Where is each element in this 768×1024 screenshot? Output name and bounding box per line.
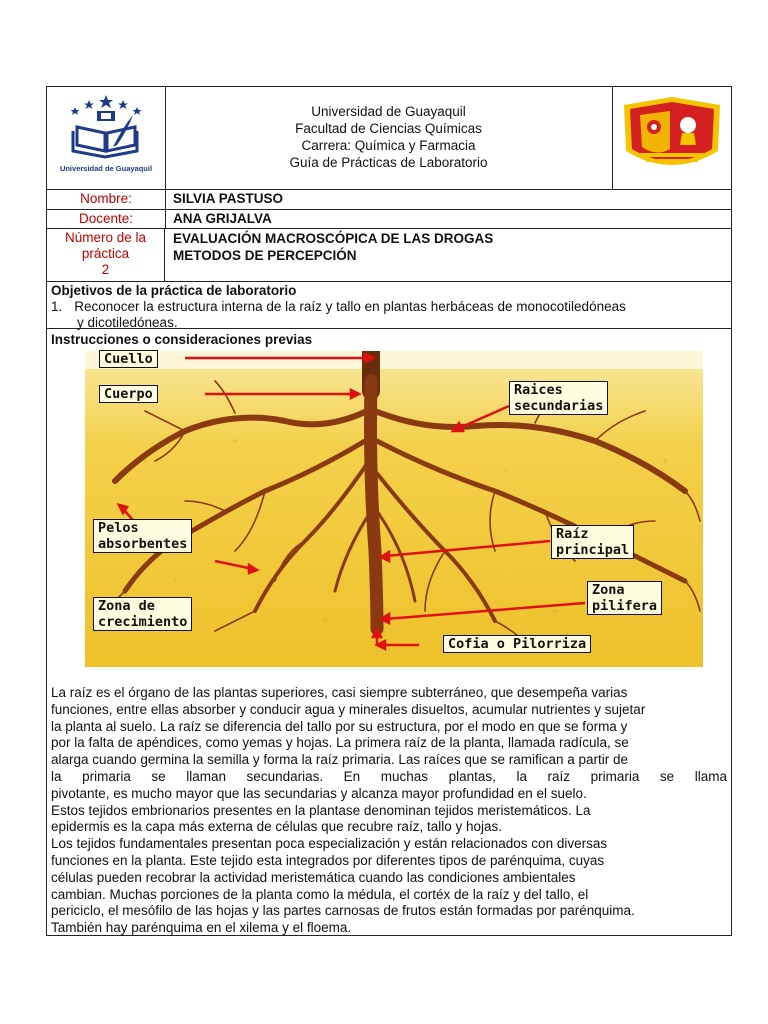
practice-number-label-line-1: Número de la	[64, 230, 147, 245]
university-book-quill-icon	[47, 87, 165, 189]
label-raices-line-1: Raices	[514, 382, 563, 398]
body-text	[51, 685, 727, 937]
objectives-title: Objetivos de la práctica de laboratorio	[51, 283, 297, 298]
paragraph-raiz-line: la primaria se llaman secundarias. En muchas plantas, la raíz primaria se llama	[51, 768, 727, 784]
docente-value: ANA GRIJALVA	[173, 211, 272, 226]
objective-number: 1.	[51, 299, 63, 314]
label-pelos-absorbentes	[93, 519, 192, 553]
label-cuello: Cuello	[99, 350, 158, 368]
guide-title: Guía de Prácticas de Laboratorio	[289, 155, 488, 170]
label-zona-pil-line-1: Zona	[592, 582, 625, 598]
document-header	[47, 87, 731, 190]
nombre-label: Nombre:	[47, 189, 166, 209]
university-logo-cell	[47, 87, 166, 189]
faculty-shield-icon	[612, 87, 731, 189]
paragraph-meristematicos-line: epidermis es la capa más externa de células que recubre raíz, tallo y hojas.	[51, 819, 502, 835]
paragraph-meristematicos	[51, 803, 727, 837]
paragraph-raiz-line: la planta al suelo. La raíz se diferencia del tallo por su estructura, por el modo en que se forma y	[51, 718, 628, 734]
university-logo-caption: Universidad de Guayaquil	[59, 164, 153, 173]
practice-title	[173, 230, 493, 264]
paragraph-tejidos-line: células pueden recobrar la actividad meristemática cuando las condiciones ambientales	[51, 869, 576, 885]
paragraph-tejidos-line: cambian. Muchas porciones de la planta como la médula, el cortéx de la raíz y del tallo, el	[51, 886, 589, 902]
practice-number-label	[47, 229, 165, 281]
label-zona-crec-line-1: Zona de	[98, 598, 155, 614]
paragraph-raiz-line: La raíz es el órgano de las plantas superiores, casi siempre subterráneo, que desempeña varias	[51, 685, 628, 700]
objective-item	[51, 299, 626, 331]
root-diagram	[85, 351, 703, 667]
paragraph-raiz-line: alarga cuando germina la semilla y forma la raíz primaria. Las raíces que se ramifican a partir de	[51, 752, 629, 768]
faculty-name: Facultad de Ciencias Químicas	[295, 121, 482, 136]
paragraph-raiz-line: pivotante, es mucho mayor que las secundarias y alcanza mayor profundidad en el suelo.	[51, 785, 587, 801]
university-name: Universidad de Guayaquil	[311, 104, 466, 119]
paragraph-tejidos-fundamentales	[51, 836, 727, 937]
instructions-title: Instrucciones o consideraciones previas	[51, 332, 313, 347]
header-title-cell	[165, 87, 613, 189]
label-zona-crec-line-2: crecimiento	[98, 614, 188, 630]
label-cuerpo: Cuerpo	[99, 385, 158, 403]
docente-label: Docente:	[47, 210, 166, 228]
paragraph-tejidos-line: También hay parénquima en el xilema y el floema.	[51, 920, 352, 936]
docente-row	[47, 210, 731, 229]
label-zona-crecimiento	[93, 597, 192, 631]
objectives-section	[47, 282, 731, 329]
practice-title-line-1: EVALUACIÓN MACROSCÓPICA DE LAS DROGAS	[173, 231, 494, 246]
nombre-value: SILVIA PASTUSO	[173, 191, 284, 206]
objective-text-line-1: Reconocer la estructura interna de la raíz y tallo en plantas herbáceas de monocotiledóneas	[74, 299, 626, 314]
label-pelos-line-1: Pelos	[98, 520, 139, 536]
label-raiz-line-1: Raíz	[556, 526, 589, 542]
paragraph-raiz	[51, 685, 727, 803]
label-raices-secundarias	[509, 381, 608, 415]
label-raiz-line-2: principal	[556, 542, 630, 558]
label-raiz-principal	[551, 525, 634, 559]
objective-text-line-2: y dicotiledóneas.	[77, 315, 178, 330]
label-zona-pil-line-2: pilifera	[592, 598, 658, 614]
paragraph-tejidos-line: funciones en la planta. Este tejido esta integrados por diferentes tipos de parénquima, cuyas	[51, 852, 605, 868]
practice-number-value: 2	[101, 262, 110, 277]
practice-title-line-2: METODOS DE PERCEPCIÓN	[173, 248, 357, 263]
paragraph-raiz-line: por la falta de apéndices, como yemas y hojas. La primera raíz de la planta, llamada radícula, se	[51, 735, 629, 751]
practice-number-row	[47, 229, 731, 282]
label-raices-line-2: secundarias	[514, 398, 604, 414]
nombre-row	[47, 189, 731, 210]
paragraph-raiz-line: funciones, entre ellas absorber y conducir agua y minerales disueltos, acumular nutrientes y sujetar	[51, 701, 646, 717]
paragraph-tejidos-line: Los tejidos fundamentales presentan poca especialización y están relacionados con diversas	[51, 836, 608, 852]
practice-number-label-line-2: práctica	[81, 246, 130, 261]
career-name: Carrera: Química y Farmacia	[301, 138, 476, 153]
lab-guide-document	[46, 86, 732, 936]
label-zona-pilifera	[587, 581, 662, 615]
paragraph-meristematicos-line: Estos tejidos embrionarios presentes en la plantase denominan tejidos meristemáticos. La	[51, 802, 591, 818]
label-cofia-pilorriza: Cofia o Pilorriza	[443, 635, 591, 653]
faculty-logo-cell	[612, 87, 731, 189]
label-pelos-line-2: absorbentes	[98, 536, 188, 552]
paragraph-tejidos-line: periciclo, el mesófilo de las hojas y las partes carnosas de frutos están formadas por parénquima.	[51, 903, 635, 919]
